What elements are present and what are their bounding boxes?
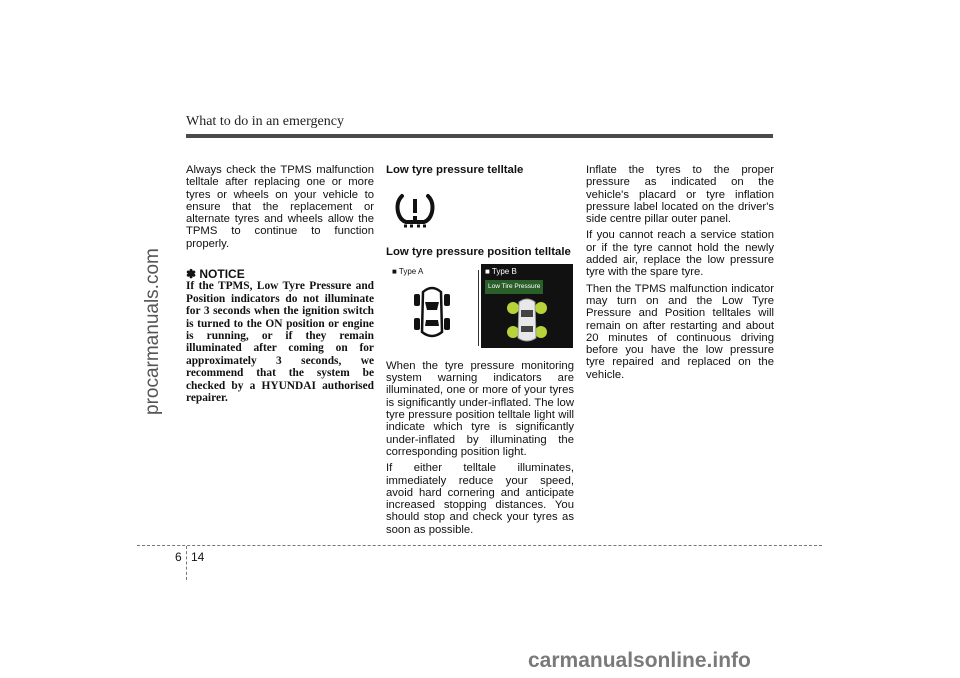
telltale-types-image: [386, 264, 573, 348]
footer-rule: [137, 545, 822, 546]
col3-paragraph-2: If you cannot reach a service station or if the tyre cannot hold the newly added air, replace the low pressure tyre with the spare tyre.: [586, 229, 774, 279]
panel-divider: [478, 270, 479, 346]
bottom-watermark: carmanualsonline.info: [528, 649, 751, 672]
heading-position-telltale: Low tyre pressure position telltale: [386, 245, 571, 258]
column-2: [386, 164, 574, 540]
col3-paragraph-3: Then the TPMS malfunction indicator may turn on and the Low Tyre Pressure and Position telltales will remain on after restarting and about 20 minutes of continuous driving before you have the low pressure tyre repaired and replaced on the vehicle.: [586, 282, 774, 381]
tpms-warning-icon: [392, 190, 438, 230]
side-watermark: procarmanuals.com: [142, 248, 163, 415]
type-a-label: ■ Type A: [392, 266, 424, 276]
type-a-panel: [386, 264, 478, 348]
type-b-banner: Low Tire Pressure: [485, 280, 543, 294]
section-number: 6: [175, 550, 182, 564]
col3-paragraph-1: Inflate the tyres to the proper pressure as indicated on the vehicle's placard or tyre inflation pressure label located on the driver's side centre pillar outer panel.: [586, 164, 774, 226]
page-number: 14: [191, 550, 205, 564]
intro-paragraph: Always check the TPMS malfunction telltale after replacing one or more tyres or wheels on your vehicle to ensure that the replacement or alternate tyres and wheels allow the TPMS to continue to function properly.: [186, 164, 374, 250]
header-rule: [186, 134, 773, 138]
car-top-icon: [414, 284, 450, 340]
type-b-panel: [481, 264, 573, 348]
col2-paragraph-1: When the tyre pressure monitoring system warning indicators are illuminated, one or more of your tyres is significantly under-inflated. The low tyre pressure position telltale light will indicate which tyre is significantly under-inflated by illuminating the corresponding position light.: [386, 359, 574, 458]
car-lit-icon: [507, 296, 547, 344]
notice-body: If the TPMS, Low Tyre Pressure and Position indicators do not illuminate for 3 seconds when the ignition switch is turned to the ON position or engine is running, or if they remain illuminated after coming on for approximately 3 seconds, we recommend that the system be checked by a HYUNDAI authorised repairer.: [186, 280, 374, 405]
footer-vertical-rule: [186, 546, 187, 580]
column-1: [186, 164, 374, 408]
page-header-title: What to do in an emergency: [186, 114, 344, 129]
col2-paragraph-2: If either telltale illuminates, immediately reduce your speed, avoid hard cornering and anticipate increased stopping distances. You should stop and check your tyres as soon as possible.: [386, 462, 574, 536]
notice-title: ✽ NOTICE: [186, 267, 245, 282]
heading-low-tyre-telltale: Low tyre pressure telltale: [386, 164, 524, 176]
type-b-label: ■ Type B: [485, 266, 517, 276]
column-3: [586, 164, 774, 385]
